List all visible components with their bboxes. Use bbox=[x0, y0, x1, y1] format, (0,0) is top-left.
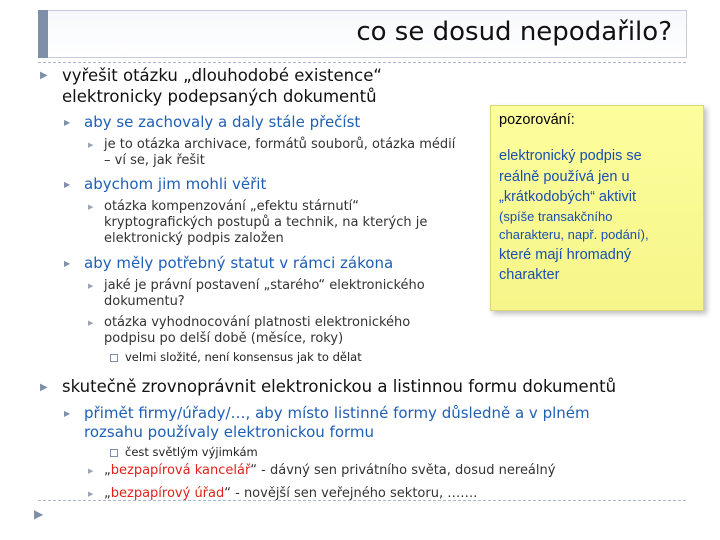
bottom-divider bbox=[38, 500, 686, 501]
bullet2-sub2-rest: “ - dávný sen privátního světa, dosud nereálný bbox=[250, 463, 556, 478]
observation-line1: elektronický podpis se bbox=[499, 148, 642, 164]
bullet1-sub3-detail1a: jaké je právní postavení „starého“ elektronického bbox=[104, 278, 425, 293]
bullet1-sub2-detail1: otázka kompenzování „efektu stárnutí“ bbox=[104, 199, 360, 214]
paperless-office-term: bezpapírový úřad bbox=[110, 486, 225, 501]
bullet2-sub1-note: čest světlým výjimkám bbox=[125, 445, 258, 459]
bullet1-sub3-detail2a: otázka vyhodnocování platnosti elektronického bbox=[104, 315, 411, 330]
triangle-right-icon: ▶ bbox=[40, 382, 48, 393]
triangle-right-icon: ▶ bbox=[88, 282, 94, 290]
triangle-right-icon: ▶ bbox=[40, 70, 48, 81]
bullet1-sub1-detail2: – ví se, jak řešit bbox=[104, 153, 205, 168]
observation-line6: které mají hromadný bbox=[499, 246, 632, 263]
bullet1-sub1: aby se zachovaly a daly stále přečíst bbox=[84, 113, 361, 131]
bullet2-sub1-line1: přimět firmy/úřady/…, aby místo listinné formy důsledně a v plném bbox=[84, 404, 590, 422]
bullet1-line1: vyřešit otázku „dlouhodobé existence“ bbox=[62, 66, 382, 85]
bullet2-sub2 bbox=[104, 463, 555, 479]
observation-line5: charakteru, např. podání), bbox=[499, 227, 649, 243]
title-box bbox=[48, 10, 687, 58]
square-outline-icon bbox=[110, 354, 118, 362]
bullet1-line2: elektronicky podepsaných dokumentů bbox=[62, 87, 377, 106]
triangle-right-icon: ▶ bbox=[88, 319, 94, 327]
paperless-office-term: bezpapírová kancelář bbox=[110, 463, 251, 478]
bullet1-sub3: aby měly potřebný statut v rámci zákona bbox=[84, 254, 394, 272]
observation-heading: pozorování: bbox=[499, 112, 575, 128]
observation-note bbox=[490, 105, 704, 311]
triangle-right-icon: ▶ bbox=[88, 490, 94, 498]
bullet1-sub2-detail3: elektronický podpis založen bbox=[104, 231, 284, 246]
quote-open: „ bbox=[104, 463, 111, 478]
title-divider bbox=[38, 62, 686, 63]
observation-line2: reálně používá jen u bbox=[499, 168, 630, 185]
quote-open: „ bbox=[104, 486, 111, 501]
bullet1-sub2-detail2: kryptografických postupů a technik, na kterých je bbox=[104, 215, 428, 230]
bullet2-sub3-rest: “ - novější sen veřejného sektoru, ……. bbox=[224, 486, 478, 501]
slide-title-bar bbox=[38, 10, 686, 58]
triangle-right-icon: ▶ bbox=[64, 259, 71, 268]
triangle-right-icon: ▶ bbox=[64, 409, 71, 418]
bullet2-sub1-line2: rozsahu používaly elektronickou formu bbox=[84, 423, 375, 441]
triangle-right-icon: ▶ bbox=[64, 118, 71, 127]
bullet1-sub3-detail1b: dokumentu? bbox=[104, 294, 185, 309]
observation-line7: charakter bbox=[499, 267, 560, 284]
bullet1-sub1-detail1: je to otázka archivace, formátů souborů, otázka médií bbox=[104, 137, 456, 152]
bullet1-sub3-note: velmi složité, není konsensus jak to dělat bbox=[125, 350, 362, 364]
triangle-right-icon: ▶ bbox=[88, 203, 94, 211]
triangle-right-icon: ▶ bbox=[88, 141, 94, 149]
bullet1-sub3-detail2b: podpisu po delší době (měsíce, roky) bbox=[104, 331, 344, 346]
slide-title: co se dosud nepodařilo? bbox=[356, 17, 672, 47]
square-outline-icon bbox=[110, 449, 118, 457]
title-accent-bar bbox=[38, 10, 48, 58]
triangle-right-icon: ▶ bbox=[64, 180, 71, 189]
triangle-right-icon: ▶ bbox=[88, 467, 94, 475]
observation-line4: (spíše transakčního bbox=[499, 208, 613, 224]
bullet1-sub2: abychom jim mohli věřit bbox=[84, 175, 267, 193]
observation-line3: „krátkodobých“ aktivit bbox=[499, 189, 636, 206]
nav-arrow-icon[interactable]: ▶ bbox=[34, 507, 44, 521]
bullet2-line1: skutečně zrovnoprávnit elektronickou a listinnou formu dokumentů bbox=[62, 377, 617, 396]
